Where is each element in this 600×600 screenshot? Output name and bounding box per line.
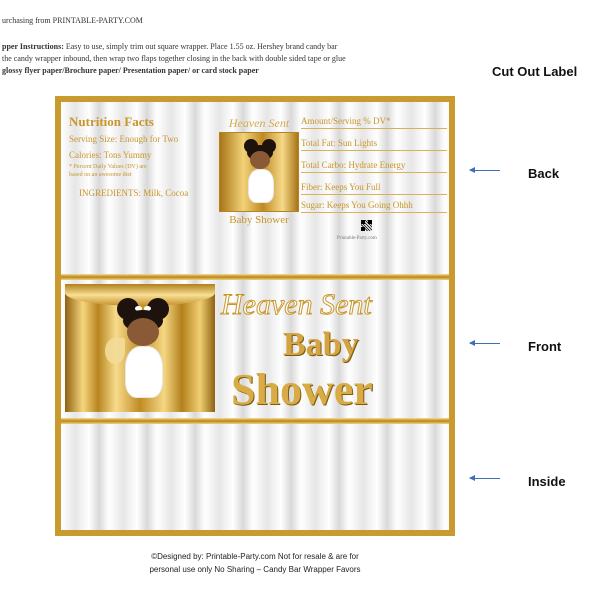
footer-line-1: ©Designed by: Printable-Party.com Not for resale & are for — [151, 552, 359, 561]
qr-code-icon — [361, 220, 372, 231]
amount-serving: Amount/Serving % DV* — [301, 116, 447, 129]
inside-label: Inside — [528, 474, 566, 489]
dv-note-2: based on an awesome diet — [69, 172, 132, 178]
front-baby-text: Baby — [283, 326, 359, 363]
front-panel — [61, 280, 449, 418]
total-fat: Total Fat: Sun Lights — [301, 138, 447, 151]
instructions-label: pper Instructions: — [2, 42, 64, 51]
serving-size: Serving Size: Enough for Two — [69, 134, 179, 144]
front-heaven-sent: Heaven Sent — [221, 288, 372, 321]
total-carbo: Total Carbo: Hydrate Energy — [301, 160, 447, 173]
sugar: Sugar: Keeps You Going Ohhh — [301, 200, 447, 213]
front-arrow-icon — [470, 343, 500, 344]
front-shower-text: Shower — [231, 365, 373, 414]
instructions-text: Easy to use, simply trim out square wrapper. Place 1.55 oz. Hershey brand candy bar — [63, 42, 338, 51]
calories: Calories: Tons Yummy — [69, 150, 152, 160]
header-line-3: the candy wrapper inbound, then wrap two flaps together closing in the back with double sided tape or glue — [2, 54, 346, 63]
dv-note-1: * Percent Daily Values (DV) are — [69, 164, 147, 170]
header-line-2 — [2, 42, 337, 52]
back-panel — [61, 102, 449, 274]
fiber: Fiber: Keeps You Full — [301, 182, 447, 195]
header-line-4: glossy flyer paper/Brochure paper/ Presentation paper/ or card stock paper — [2, 66, 259, 75]
baby-illustration — [240, 139, 280, 209]
back-label: Back — [528, 166, 560, 181]
footer-line-2: personal use only No Sharing – Candy Bar Wrapper Favors — [149, 565, 361, 574]
nutrition-facts-title: Nutrition Facts — [69, 114, 154, 129]
candy-wrapper — [55, 96, 455, 536]
back-arrow-icon — [470, 170, 500, 171]
mini-baby-image — [219, 132, 299, 212]
cut-out-label-title: Cut Out Label — [492, 64, 578, 79]
baby-angel-illustration — [113, 298, 173, 408]
header-line-1: urchasing from PRINTABLE-PARTY.COM — [2, 16, 143, 25]
mini-baby-shower: Baby Shower — [229, 214, 289, 226]
ingredients: INGREDIENTS: Milk, Cocoa — [79, 188, 189, 198]
qr-caption: Printable-Party.com — [337, 236, 377, 241]
inside-arrow-icon — [470, 478, 500, 479]
mini-heaven-sent: Heaven Sent — [228, 116, 290, 130]
inside-panel — [61, 424, 449, 530]
front-baby-image — [65, 284, 215, 412]
front-label: Front — [528, 339, 562, 354]
